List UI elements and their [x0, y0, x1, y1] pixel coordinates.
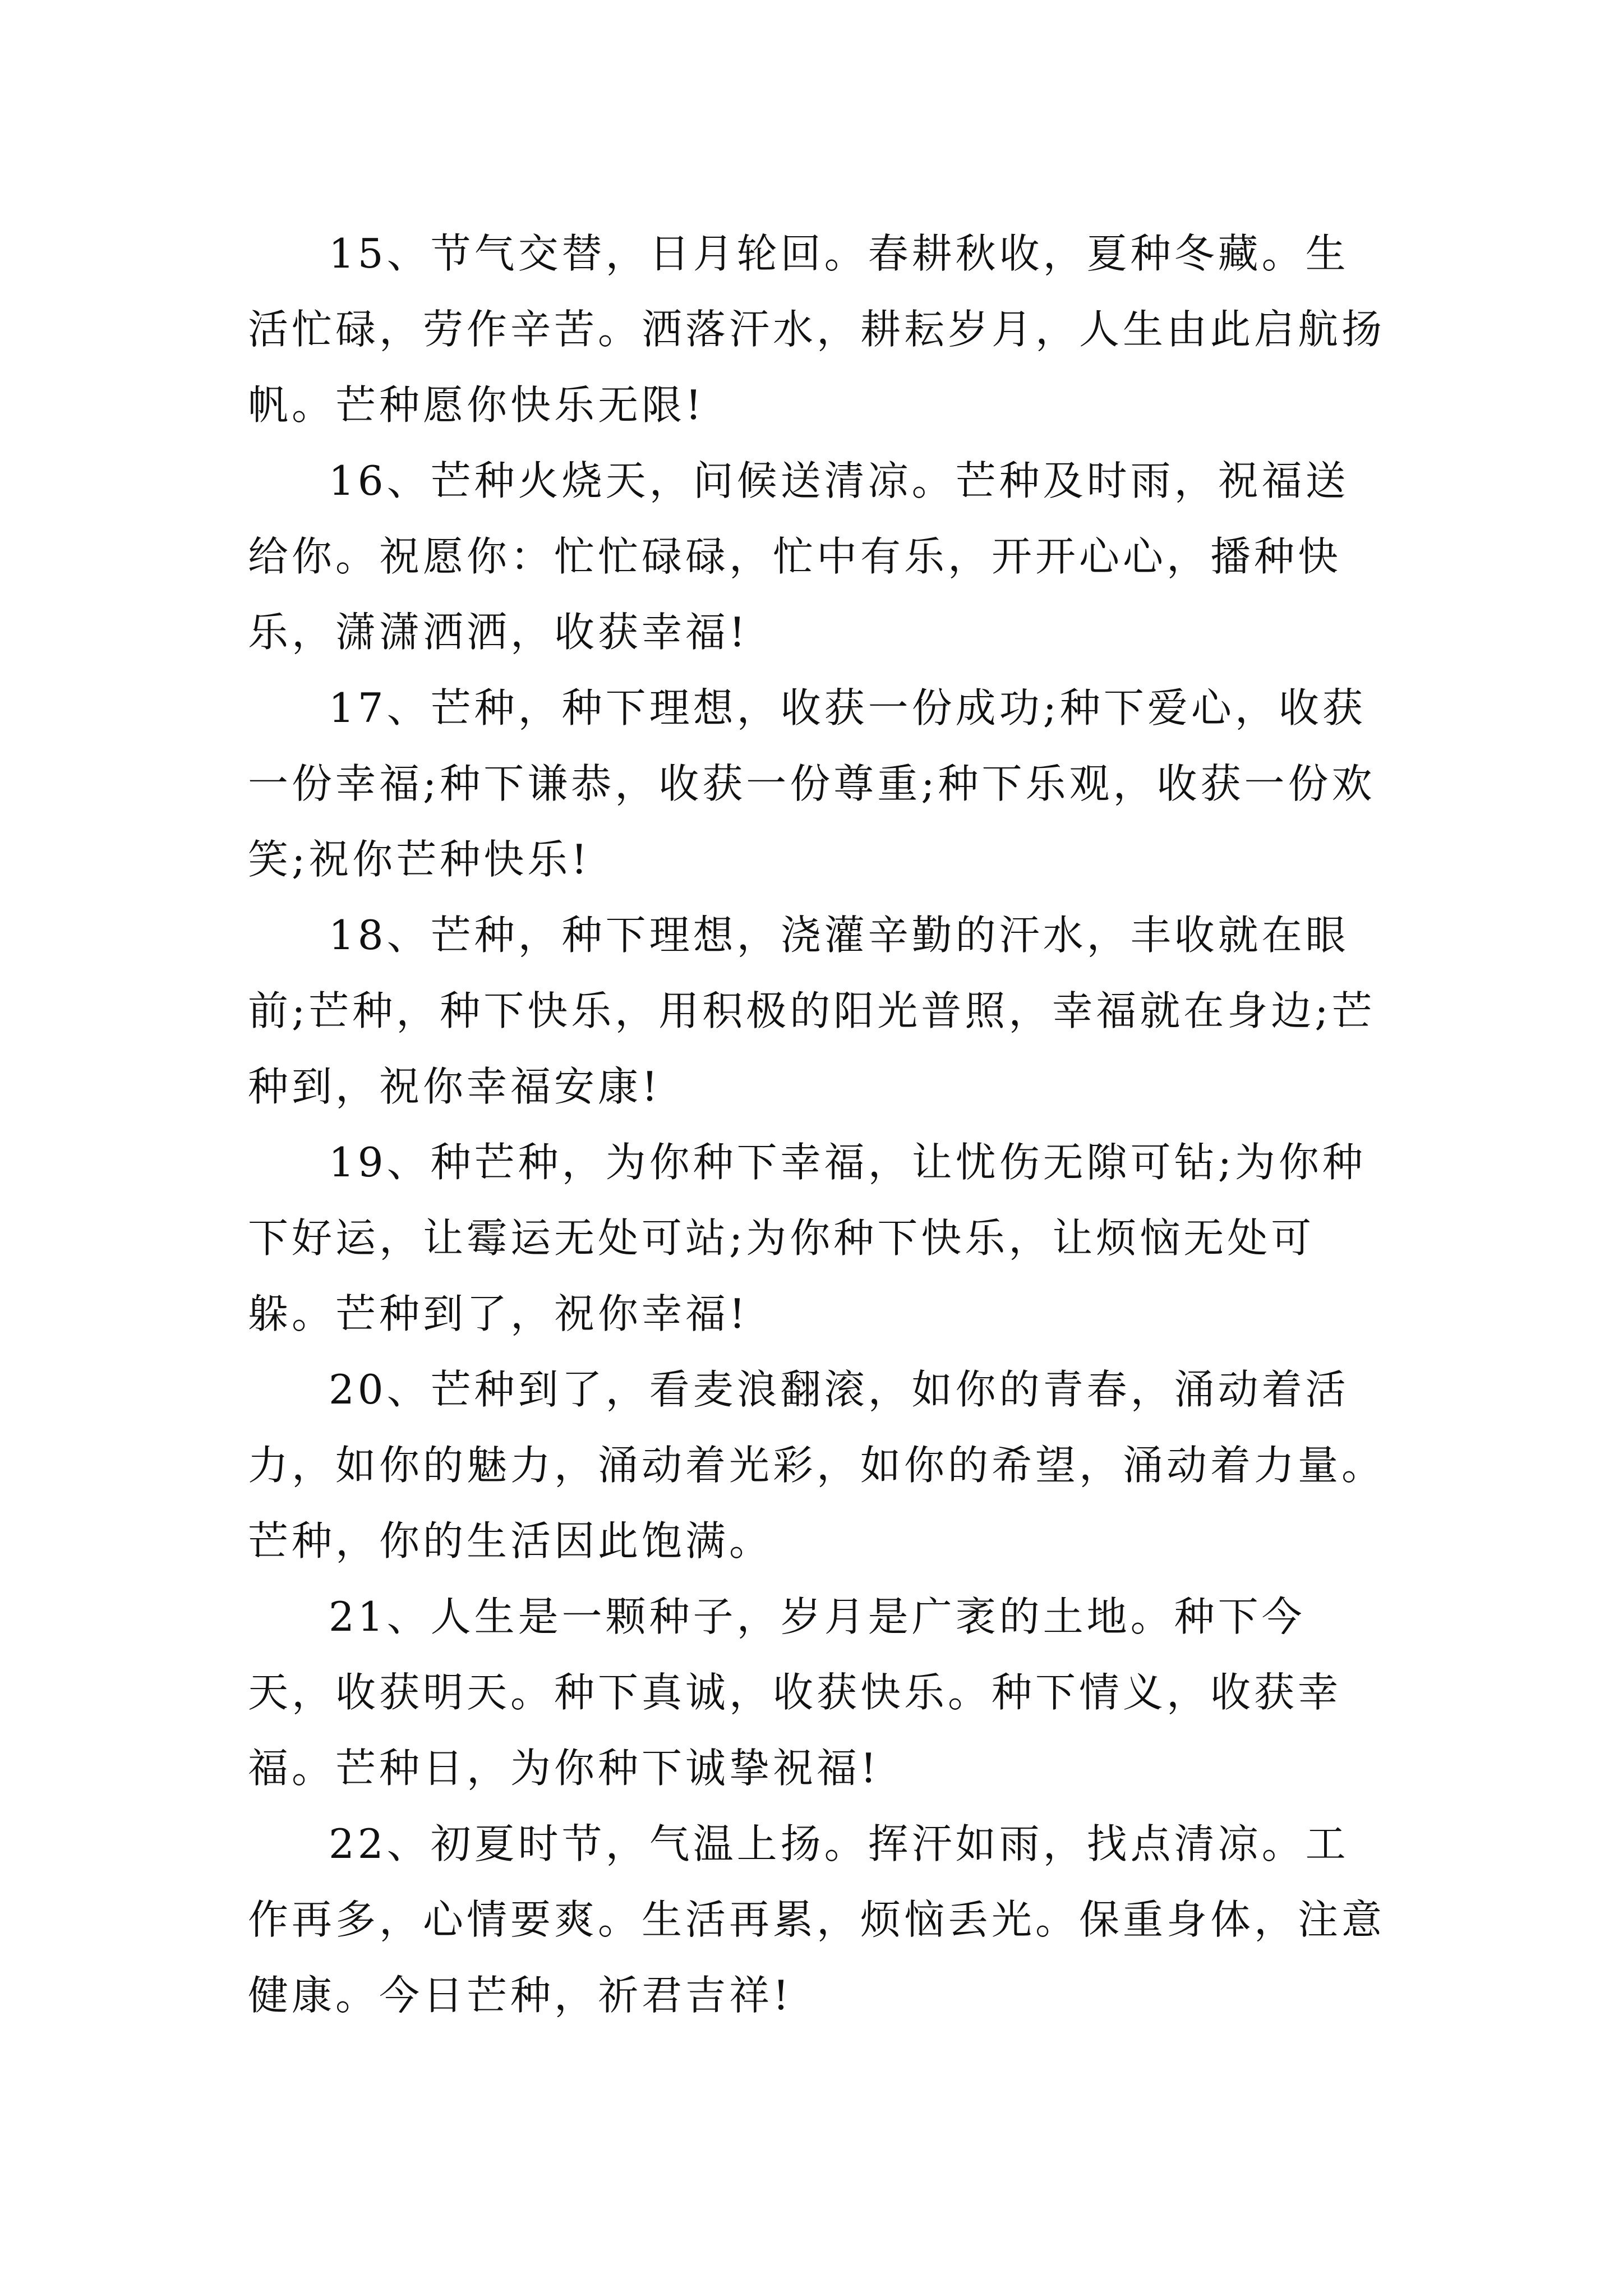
paragraph-21: 21、人生是一颗种子，岁月是广袤的土地。种下今天，收获明天。种下真诚，收获快乐。种下情义，收获幸福。芒种日，为你种下诚挚祝福!	[248, 1593, 1342, 1792]
paragraph-19: 19、种芒种，为你种下幸福，让忧伤无隙可钻;为你种下好运，让霉运无处可站;为你种下快乐，让烦恼无处可躲。芒种到了，祝你幸福!	[248, 1139, 1366, 1337]
paragraph-20: 20、芒种到了，看麦浪翻滚，如你的青春，涌动着活力，如你的魅力，涌动着光彩，如你的希望，涌动着力量。芒种，你的生活因此饱满。	[248, 1366, 1386, 1565]
document-body	[248, 216, 1392, 2033]
paragraph-15: 15、节气交替，日月轮回。春耕秋收，夏种冬藏。生活忙碌，劳作辛苦。洒落汗水，耕耘岁月，人生由此启航扬帆。芒种愿你快乐无限!	[248, 230, 1386, 429]
paragraph-16: 16、芒种火烧天，问候送清凉。芒种及时雨，祝福送给你。祝愿你：忙忙碌碌，忙中有乐，开开心心，播种快乐，潇潇洒洒，收获幸福!	[248, 457, 1349, 656]
paragraph-17: 17、芒种，种下理想，收获一份成功;种下爱心，收获一份幸福;种下谦恭，收获一份尊重;种下乐观，收获一份欢笑;祝你芒种快乐!	[248, 684, 1376, 883]
paragraph-18: 18、芒种，种下理想，浇灌辛勤的汗水，丰收就在眼前;芒种，种下快乐，用积极的阳光普照，幸福就在身边;芒种到，祝你幸福安康!	[248, 912, 1376, 1110]
paragraph-22: 22、初夏时节，气温上扬。挥汗如雨，找点清凉。工作再多，心情要爽。生活再累，烦恼丢光。保重身体，注意健康。今日芒种，祈君吉祥!	[248, 1820, 1386, 2019]
